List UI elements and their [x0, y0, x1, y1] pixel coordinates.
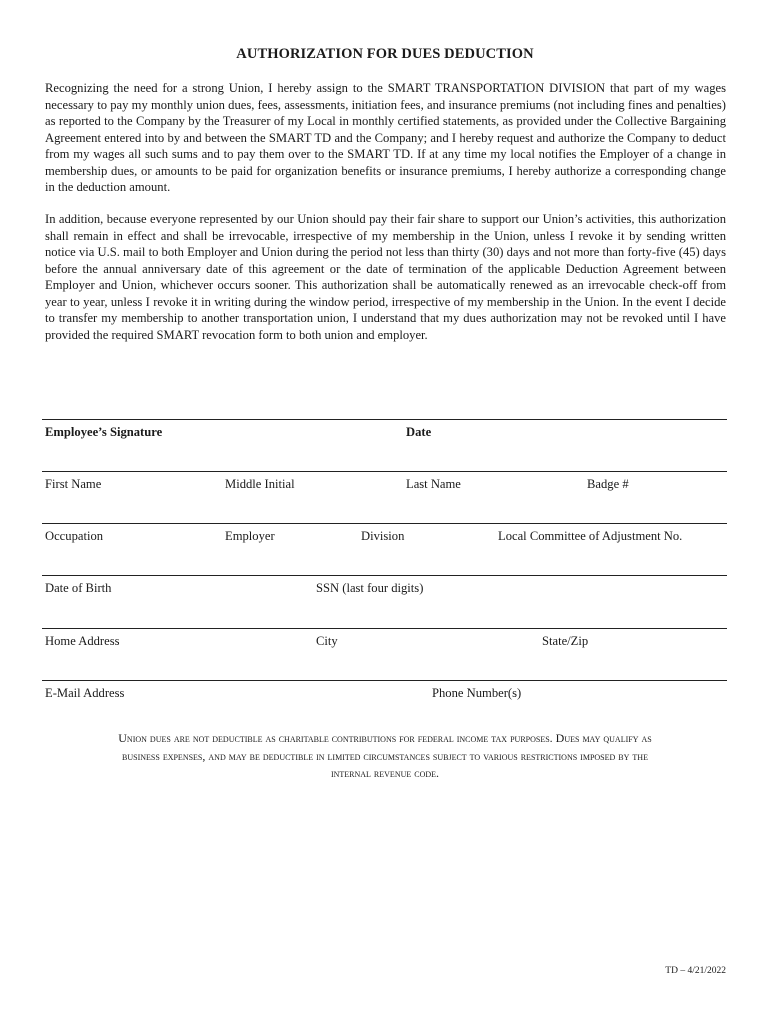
employer-label: Employer	[225, 529, 275, 543]
first-name-label: First Name	[45, 477, 102, 491]
state-zip-label: State/Zip	[542, 634, 589, 648]
occupation-line[interactable]	[42, 523, 727, 524]
phone-label: Phone Number(s)	[432, 686, 522, 700]
ssn-label: SSN (last four digits)	[316, 581, 424, 595]
tax-notice-line-1: Union dues are not deductible as charitable contributions for federal income tax purposes. Dues may qualify as	[118, 731, 652, 745]
document-title: AUTHORIZATION FOR DUES DEDUCTION	[236, 46, 534, 62]
revision-footer: TD – 4/21/2022	[665, 966, 726, 976]
city-label: City	[316, 634, 338, 648]
badge-label: Badge #	[587, 477, 629, 491]
division-label: Division	[361, 529, 405, 543]
authorization-paragraph: Recognizing the need for a strong Union, I hereby assign to the SMART TRANSPORTATION DIVISION that part of my wages necessary to pay my monthly union dues, fees, assessments, initiation fees, and insurance premiums (not including fines and penalties) as reported to the Company by the Treasurer of my Local in monthly certified statements, as provided under the Collective Bargaining Agreement entered into by and between the SMART TD and the Company; and I hereby request and authorize the Company to deduct from my wages all such sums and to pay them over to the SMART TD. If at any time my local notifies the Employer of a change in membership dues, or amounts to be paid for organization benefits or insurance premiums, I hereby authorize a corresponding change in the deduction amount.	[45, 81, 726, 194]
tax-notice	[40, 730, 730, 783]
tax-notice-line-3: internal revenue code.	[330, 766, 440, 780]
signature-line[interactable]	[42, 419, 727, 420]
local-committee-label: Local Committee of Adjustment No.	[498, 529, 683, 543]
email-label: E-Mail Address	[45, 686, 125, 700]
irrevocability-paragraph: In addition, because everyone represented by our Union should pay their fair share to support our Union’s activities, this authorization shall remain in effect and shall be irrevocable, irrespective of my membership in the Union, unless I revoke it by sending written notice via U.S. mail to both Employer and Union during the period not less than thirty (30) days and not more than forty-five (45) days before the annual anniversary date of this agreement or the date of termination of the applicable Deduction Agreement between Employer and Union, whichever occurs sooner. This authorization shall be automatically renewed as an irrevocable check-off from year to year, unless I revoke it in writing during the window period, irrespective of my membership in the Union. In the event I decide to transfer my membership to another transportation union, I understand that my dues authorization may not be revoked until I have provided the required SMART revocation form to both union and employer.	[45, 212, 726, 342]
occupation-label: Occupation	[45, 529, 104, 543]
dob-ssn-line[interactable]	[42, 575, 727, 576]
middle-initial-label: Middle Initial	[225, 477, 295, 491]
last-name-label: Last Name	[406, 477, 461, 491]
address-line[interactable]	[42, 628, 727, 629]
name-line[interactable]	[42, 471, 727, 472]
tax-notice-line-2: business expenses, and may be deductible in limited circumstances subject to various restrictions imposed by the	[122, 748, 648, 763]
dob-label: Date of Birth	[45, 581, 112, 595]
signature-label: Employee’s Signature	[45, 425, 163, 439]
contact-line[interactable]	[42, 680, 727, 681]
home-address-label: Home Address	[45, 634, 120, 648]
date-label: Date	[406, 425, 432, 439]
